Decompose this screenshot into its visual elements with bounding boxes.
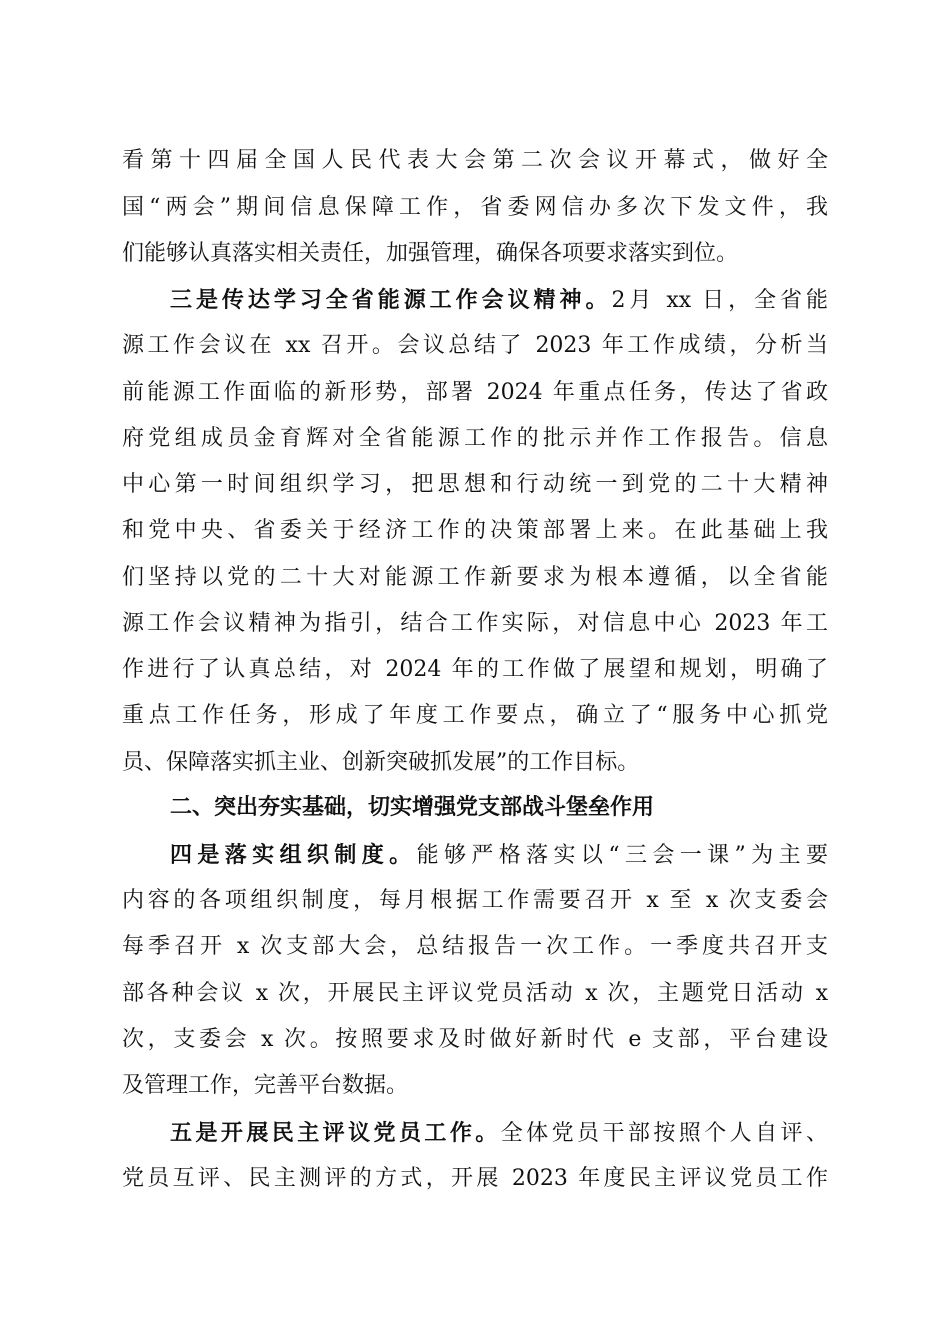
text-line: 党员互评、民主测评的方式，开展 2023 年度民主评议党员工作 [122, 1166, 828, 1191]
paragraph-lead-five: 五是开展民主评议党员工作。 [170, 1120, 501, 1146]
text-line: 们坚持以党的二十大对能源工作新要求为根本遵循，以全省能 [122, 565, 828, 590]
text-line: 内容的各项组织制度，每月根据工作需要召开 x 至 x 次支委会 [122, 888, 828, 913]
text-line: 府党组成员金育辉对全省能源工作的批示并作工作报告。信息 [122, 426, 828, 451]
paragraph-four-first-line [170, 840, 828, 871]
paragraph-text: 能够严格落实以“三会一课”为主要 [416, 843, 828, 868]
text-line: 们能够认真落实相关责任，加强管理，确保各项要求落实到位。 [122, 241, 739, 266]
text-line: 次，支委会 x 次。按照要求及时做好新时代 e 支部，平台建设 [122, 1027, 828, 1052]
text-line: 国“两会”期间信息保障工作，省委网信办多次下发文件，我 [122, 195, 828, 220]
text-line: 重点工作任务，形成了年度工作要点，确立了“服务中心抓党 [122, 703, 828, 728]
text-line: 源工作会议精神为指引，结合工作实际，对信息中心 2023 年工 [122, 611, 828, 636]
text-line: 和党中央、省委关于经济工作的决策部署上来。在此基础上我 [122, 518, 828, 543]
text-line: 中心第一时间组织学习，把思想和行动统一到党的二十大精神 [122, 472, 828, 497]
text-line: 作进行了认真总结，对 2024 年的工作做了展望和规划，明确了 [122, 657, 828, 682]
text-line: 及管理工作，完善平台数据。 [122, 1073, 409, 1098]
text-line: 前能源工作面临的新形势，部署 2024 年重点任务，传达了省政 [122, 380, 828, 405]
paragraph-lead-three: 三是传达学习全省能源工作会议精神。 [170, 287, 612, 313]
text-line: 每季召开 x 次支部大会，总结报告一次工作。一季度共召开支 [122, 934, 828, 959]
paragraph-three-first-line [170, 285, 828, 316]
section-heading: 二、突出夯实基础，切实增强党支部战斗堡垒作用 [170, 795, 655, 820]
text-line: 源工作会议在 xx 召开。会议总结了 2023 年工作成绩，分析当 [122, 333, 828, 358]
text-line: 员、保障落实抓主业、创新突破抓发展”的工作目标。 [122, 750, 640, 775]
paragraph-lead-four: 四是落实组织制度。 [170, 842, 417, 868]
paragraph-text: 全体党员干部按照个人自评、 [500, 1121, 828, 1146]
paragraph-text: 2月 xx 日，全省能 [611, 288, 828, 313]
text-line: 看第十四届全国人民代表大会第二次会议开幕式，做好全 [122, 148, 828, 173]
paragraph-five-first-line [170, 1118, 828, 1149]
text-line: 部各种会议 x 次，开展民主评议党员活动 x 次，主题党日活动 x [122, 981, 828, 1006]
